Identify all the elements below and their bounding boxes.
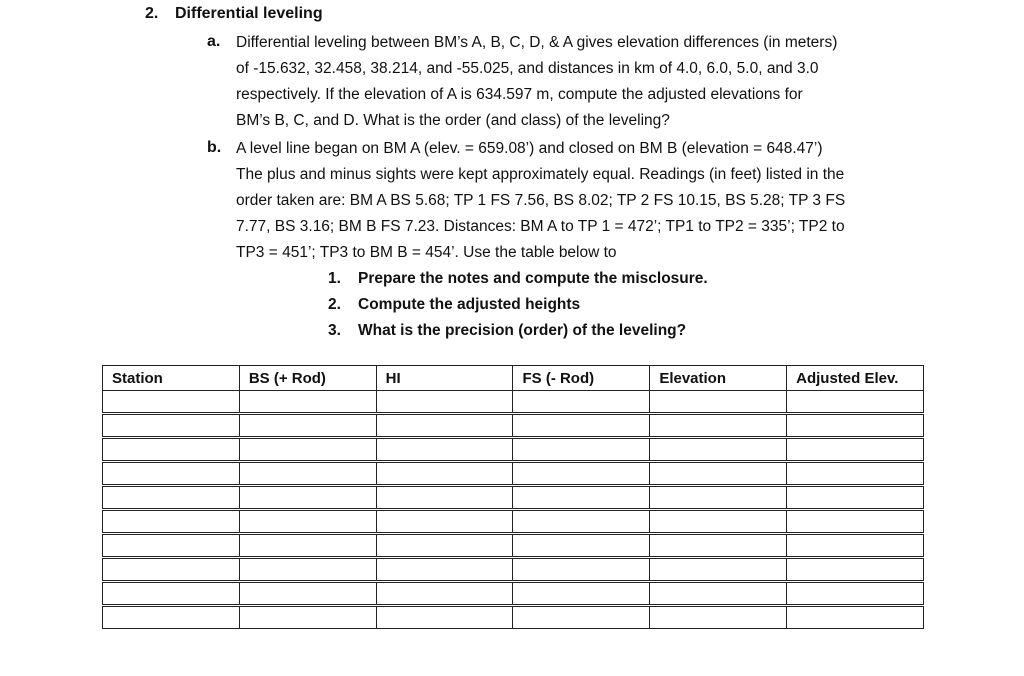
- table-cell[interactable]: [103, 582, 240, 606]
- problem-title: Differential leveling: [175, 5, 323, 22]
- column-header-fs: FS (- Rod): [513, 366, 650, 391]
- table-cell[interactable]: [239, 414, 376, 438]
- table-cell[interactable]: [103, 486, 240, 510]
- step-text: What is the precision (order) of the leveling?: [358, 322, 687, 339]
- part-b-line: The plus and minus sights were kept approximately equal. Readings (in feet) listed in the: [236, 166, 845, 183]
- table-cell[interactable]: [103, 510, 240, 534]
- column-header-station: Station: [103, 366, 240, 391]
- table-cell[interactable]: [239, 462, 376, 486]
- table-cell[interactable]: [650, 534, 787, 558]
- table-cell[interactable]: [103, 391, 240, 414]
- table-header-row: [103, 366, 924, 391]
- table-cell[interactable]: [103, 534, 240, 558]
- table-cell[interactable]: [376, 558, 513, 582]
- table-cell[interactable]: [513, 462, 650, 486]
- part-a-line: Differential leveling between BM’s A, B, C, D, & A gives elevation differences (in meters): [236, 34, 838, 51]
- column-header-hi: HI: [376, 366, 513, 391]
- table-row: [103, 510, 924, 534]
- step-number: 2.: [328, 296, 341, 313]
- table-cell[interactable]: [103, 414, 240, 438]
- table-cell[interactable]: [376, 582, 513, 606]
- table-row: [103, 582, 924, 606]
- table-cell[interactable]: [650, 391, 787, 414]
- table-cell[interactable]: [513, 534, 650, 558]
- part-a-text: [236, 30, 926, 134]
- step-number: 3.: [328, 322, 341, 339]
- table-row: [103, 558, 924, 582]
- table-cell[interactable]: [239, 582, 376, 606]
- table-cell[interactable]: [376, 486, 513, 510]
- column-header-bs: BS (+ Rod): [239, 366, 376, 391]
- table-cell[interactable]: [513, 414, 650, 438]
- part-b-line: A level line began on BM A (elev. = 659.08’) and closed on BM B (elevation = 648.47’): [236, 140, 823, 157]
- part-b-label: b.: [207, 139, 222, 156]
- table-cell[interactable]: [787, 606, 924, 629]
- table-cell[interactable]: [239, 534, 376, 558]
- table-cell[interactable]: [787, 510, 924, 534]
- table-cell[interactable]: [787, 391, 924, 414]
- table-cell[interactable]: [513, 438, 650, 462]
- table-row: [103, 391, 924, 414]
- table-row: [103, 462, 924, 486]
- part-b-text: [236, 136, 926, 266]
- column-header-adjusted-elev: Adjusted Elev.: [787, 366, 924, 391]
- leveling-notes-table: [102, 365, 924, 629]
- step-number: 1.: [328, 270, 341, 287]
- table-cell[interactable]: [239, 606, 376, 629]
- table-cell[interactable]: [650, 582, 787, 606]
- part-a-line: respectively. If the elevation of A is 634.597 m, compute the adjusted elevations for: [236, 86, 803, 103]
- table-cell[interactable]: [513, 582, 650, 606]
- table-row: [103, 534, 924, 558]
- table-cell[interactable]: [650, 438, 787, 462]
- table-cell[interactable]: [650, 486, 787, 510]
- column-header-elevation: Elevation: [650, 366, 787, 391]
- part-a-label: a.: [207, 33, 221, 50]
- table-cell[interactable]: [787, 438, 924, 462]
- table-cell[interactable]: [376, 391, 513, 414]
- table-cell[interactable]: [376, 534, 513, 558]
- table-row: [103, 438, 924, 462]
- table-row: [103, 486, 924, 510]
- table-row: [103, 606, 924, 629]
- table-cell[interactable]: [787, 414, 924, 438]
- table-cell[interactable]: [787, 462, 924, 486]
- table-cell[interactable]: [103, 438, 240, 462]
- table-cell[interactable]: [376, 438, 513, 462]
- part-b-line: 7.77, BS 3.16; BM B FS 7.23. Distances: BM A to TP 1 = 472’; TP1 to TP2 = 335’; TP2 to: [236, 218, 845, 235]
- table-cell[interactable]: [103, 462, 240, 486]
- table-cell[interactable]: [650, 606, 787, 629]
- table-cell[interactable]: [650, 558, 787, 582]
- table-cell[interactable]: [513, 391, 650, 414]
- table-cell[interactable]: [239, 486, 376, 510]
- table-cell[interactable]: [239, 558, 376, 582]
- table-cell[interactable]: [376, 510, 513, 534]
- table-cell[interactable]: [513, 486, 650, 510]
- table-cell[interactable]: [103, 606, 240, 629]
- table-cell[interactable]: [239, 391, 376, 414]
- table-cell[interactable]: [787, 558, 924, 582]
- table-cell[interactable]: [376, 414, 513, 438]
- table-cell[interactable]: [376, 462, 513, 486]
- table-cell[interactable]: [513, 510, 650, 534]
- table-cell[interactable]: [239, 438, 376, 462]
- table-cell[interactable]: [650, 462, 787, 486]
- problem-number: 2.: [145, 5, 159, 22]
- table-cell[interactable]: [650, 510, 787, 534]
- step-text: Prepare the notes and compute the misclosure.: [358, 270, 708, 287]
- table-cell[interactable]: [513, 606, 650, 629]
- table-cell[interactable]: [787, 582, 924, 606]
- table-cell[interactable]: [103, 558, 240, 582]
- part-b-line: order taken are: BM A BS 5.68; TP 1 FS 7.56, BS 8.02; TP 2 FS 10.15, BS 5.28; TP 3 FS: [236, 192, 846, 209]
- step-text: Compute the adjusted heights: [358, 296, 581, 313]
- table-row: [103, 414, 924, 438]
- table-cell[interactable]: [513, 558, 650, 582]
- table-cell[interactable]: [376, 606, 513, 629]
- part-a-line: BM’s B, C, and D. What is the order (and class) of the leveling?: [236, 112, 670, 129]
- table-cell[interactable]: [650, 414, 787, 438]
- part-b-line: TP3 = 451’; TP3 to BM B = 454’. Use the table below to: [236, 244, 617, 261]
- table-cell[interactable]: [787, 534, 924, 558]
- table-cell[interactable]: [787, 486, 924, 510]
- table-cell[interactable]: [239, 510, 376, 534]
- part-a-line: of -15.632, 32.458, 38.214, and -55.025, and distances in km of 4.0, 6.0, 5.0, and 3.0: [236, 60, 819, 77]
